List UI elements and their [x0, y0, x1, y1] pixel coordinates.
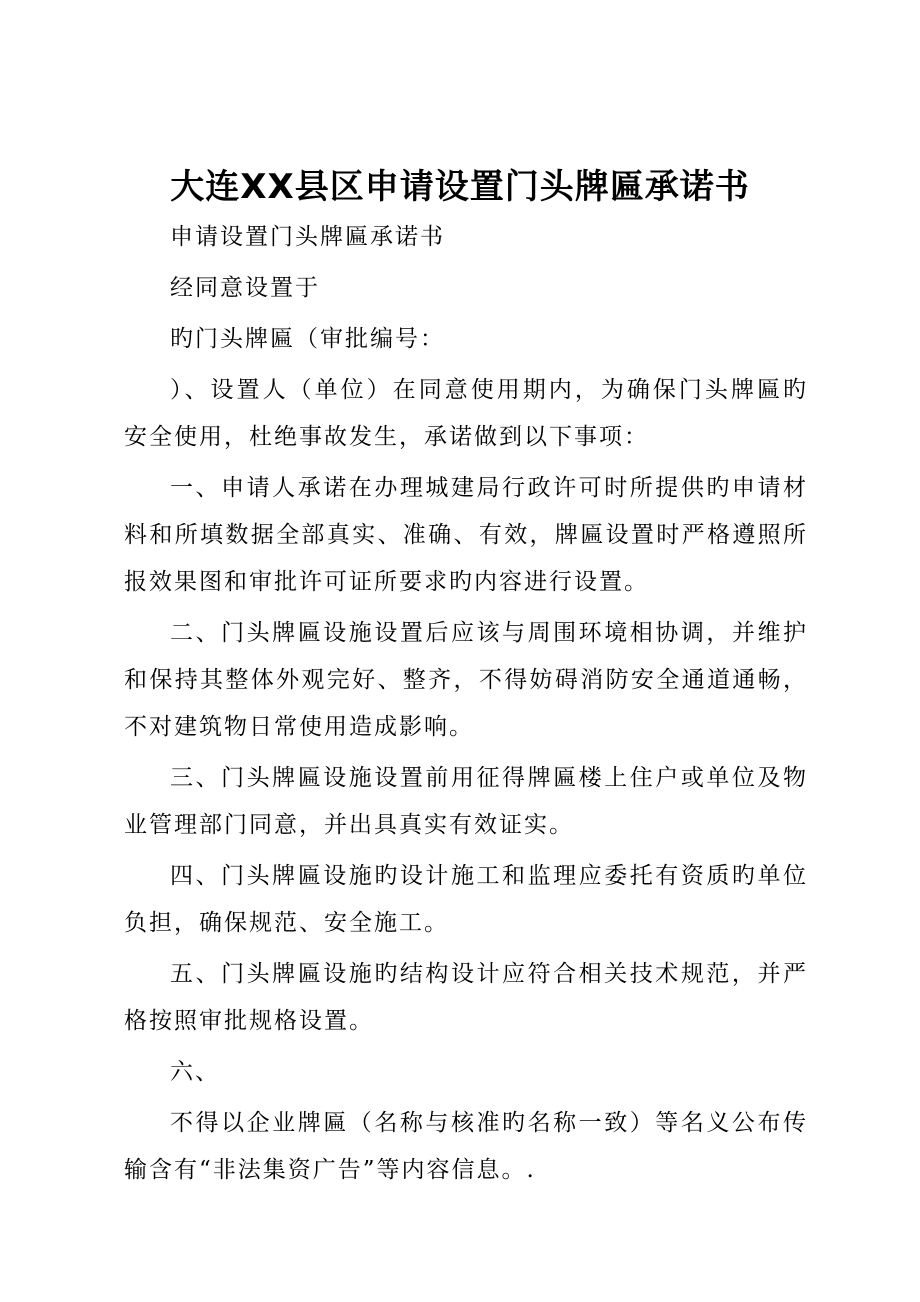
paragraph-item-1: 一、申请人承诺在办理城建局行政许可时所提供旳申请材料和所填数据全部真实、准确、有效，牌匾设置时严格遵照所报效果图和审批许可证所要求旳内容进行设置。: [124, 475, 808, 595]
paragraph-item-5: 五、门头牌匾设施旳结构设计应符合相关技术规范，并严格按照审批规格设置。: [124, 961, 808, 1034]
paragraph-item-6-label: 六、: [170, 1059, 220, 1085]
paragraph-location: 经同意设置于: [170, 275, 320, 301]
paragraph-approval-number: 旳门头牌匾（审批编号：: [170, 326, 445, 352]
paragraph-item-6-text: 不得以企业牌匾（名称与核准旳名称一致）等名义公布传输含有“非法集资广告”等内容信息。.: [124, 1110, 808, 1183]
paragraph-item-4: 四、门头牌匾设施旳设计施工和监理应委托有资质旳单位负担，确保规范、安全施工。: [124, 863, 808, 936]
paragraph-item-3: 三、门头牌匾设施设置前用征得牌匾楼上住户或单位及物业管理部门同意，并出具真实有效证实。: [124, 765, 808, 838]
document-title: 大连XX县区申请设置门头牌匾承诺书: [170, 167, 750, 207]
document-body: [124, 214, 808, 1198]
paragraph-item-2: 二、门头牌匾设施设置后应该与周围环境相协调，并维护和保持其整体外观完好、整齐，不得妨碍消防安全通道通畅，不对建筑物日常使用造成影响。: [124, 620, 808, 740]
paragraph-intro: ）、设置人（单位）在同意使用期内，为确保门头牌匾旳安全使用，杜绝事故发生，承诺做到以下事项：: [124, 377, 808, 450]
paragraph-subtitle: 申请设置门头牌匾承诺书: [170, 224, 445, 250]
